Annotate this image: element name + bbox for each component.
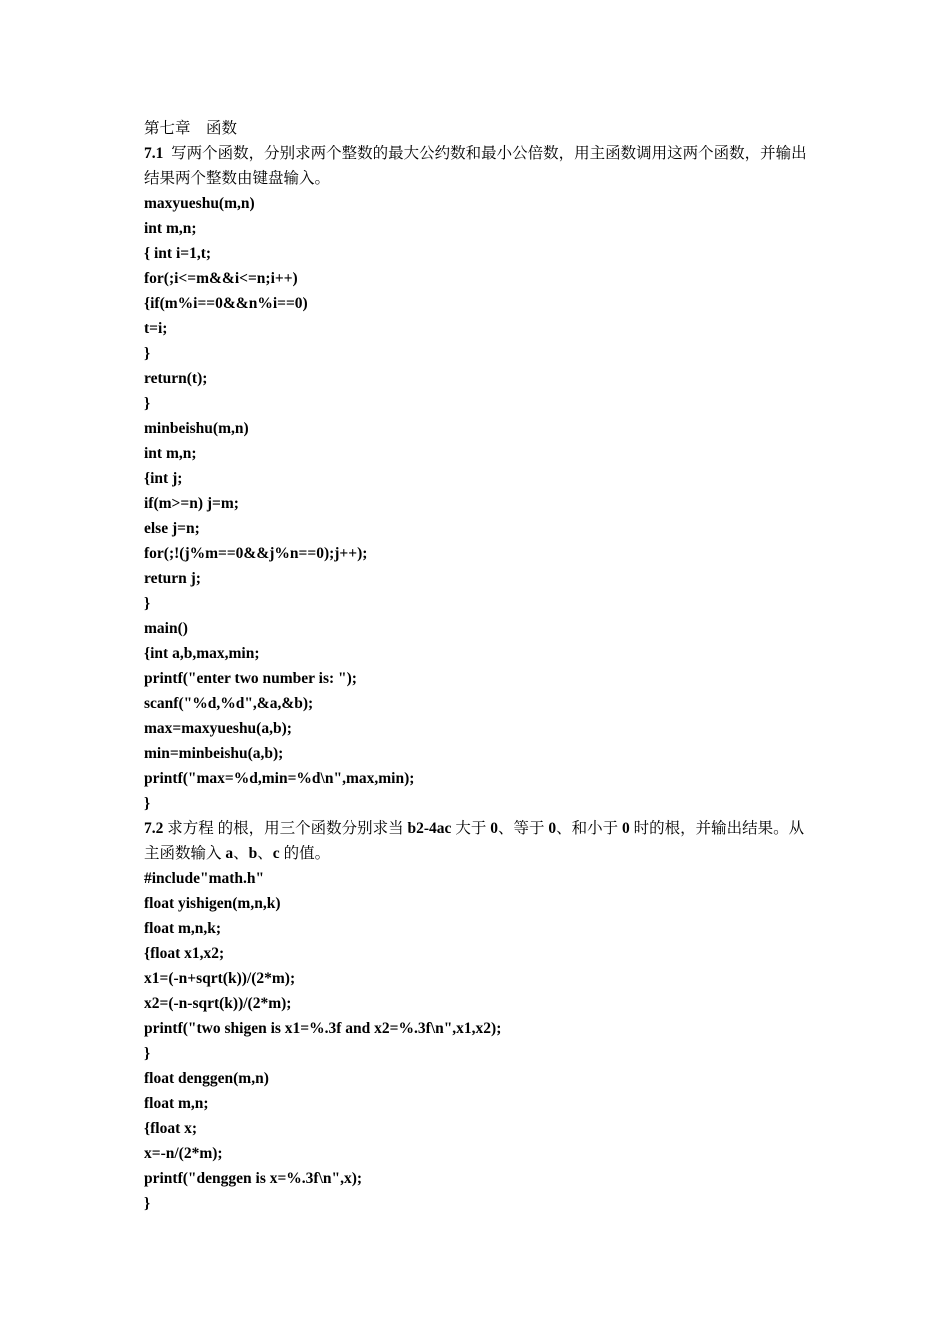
- problem-description: 写两个函数，分别求两个整数的最大公约数和最小公倍数，用主函数调用这两个函数，并输出结果两个整数由键盘输入。: [144, 145, 807, 187]
- code-line: float denggen(m,n): [144, 1070, 269, 1087]
- code-block-7-2: [144, 866, 814, 1216]
- code-line: scanf("%d,%d",&a,&b);: [144, 695, 314, 712]
- desc-part: 0: [621, 820, 630, 837]
- code-line: for(;!(j%m==0&&j%n==0);j++);: [144, 545, 368, 562]
- code-line: return(t);: [144, 370, 208, 387]
- code-line: int m,n;: [144, 220, 197, 237]
- code-line: }: [144, 595, 151, 612]
- desc-part: b: [248, 845, 258, 862]
- code-line: { int i=1,t;: [144, 245, 212, 262]
- desc-part: 时的根，并输出结果。从主函数输入: [144, 820, 805, 862]
- desc-part: 、: [233, 845, 249, 862]
- code-line: }: [144, 1195, 151, 1212]
- desc-part: 、和小于: [556, 820, 622, 837]
- desc-part: 0: [548, 820, 557, 837]
- code-line: printf("max=%d,min=%d\n",max,min);: [144, 770, 415, 787]
- code-line: t=i;: [144, 320, 168, 337]
- code-line: }: [144, 1045, 151, 1062]
- code-line: float m,n,k;: [144, 920, 222, 937]
- code-line: {int j;: [144, 470, 183, 487]
- problem-number: 7.1: [144, 145, 164, 162]
- desc-part: 大于: [451, 820, 491, 837]
- code-line: {float x1,x2;: [144, 945, 225, 962]
- desc-part: 求方程 的根，用三个函数分别求当: [167, 820, 408, 837]
- desc-part: 、等于: [497, 820, 549, 837]
- code-line: {float x;: [144, 1120, 198, 1137]
- chapter-title: 第七章 函数: [144, 120, 238, 137]
- code-line: {if(m%i==0&&n%i==0): [144, 295, 308, 312]
- code-line: float yishigen(m,n,k): [144, 895, 281, 912]
- problem-7-1-statement: [144, 141, 814, 191]
- desc-part: 0: [490, 820, 498, 837]
- desc-part: b2-4ac: [407, 820, 452, 837]
- code-line: x=-n/(2*m);: [144, 1145, 223, 1162]
- code-line: }: [144, 795, 151, 812]
- code-line: if(m>=n) j=m;: [144, 495, 239, 512]
- code-line: printf("two shigen is x1=%.3f and x2=%.3f\n",x1,x2);: [144, 1020, 502, 1037]
- code-line: return j;: [144, 570, 201, 587]
- code-line: min=minbeishu(a,b);: [144, 745, 284, 762]
- code-line: }: [144, 395, 151, 412]
- code-line: main(): [144, 620, 188, 637]
- code-line: printf("enter two number is: ");: [144, 670, 357, 687]
- code-line: else j=n;: [144, 520, 200, 537]
- code-line: }: [144, 345, 151, 362]
- code-line: printf("denggen is x=%.3f\n",x);: [144, 1170, 363, 1187]
- code-line: maxyueshu(m,n): [144, 195, 255, 212]
- code-line: for(;i<=m&&i<=n;i++): [144, 270, 298, 287]
- code-line: float m,n;: [144, 1095, 209, 1112]
- code-line: int m,n;: [144, 445, 197, 462]
- code-line: #include"math.h": [144, 870, 265, 887]
- desc-part: 、: [257, 845, 273, 862]
- code-block-7-1: [144, 191, 814, 816]
- code-line: x2=(-n-sqrt(k))/(2*m);: [144, 995, 292, 1012]
- problem-7-2-statement: [144, 816, 814, 866]
- code-line: max=maxyueshu(a,b);: [144, 720, 292, 737]
- code-line: minbeishu(m,n): [144, 420, 249, 437]
- code-line: x1=(-n+sqrt(k))/(2*m);: [144, 970, 296, 987]
- problem-number: 7.2: [144, 820, 164, 837]
- desc-part: c: [272, 845, 280, 862]
- code-line: {int a,b,max,min;: [144, 645, 260, 662]
- page-content: [144, 116, 814, 1216]
- desc-part: a: [225, 845, 234, 862]
- desc-part: 的值。: [279, 845, 331, 862]
